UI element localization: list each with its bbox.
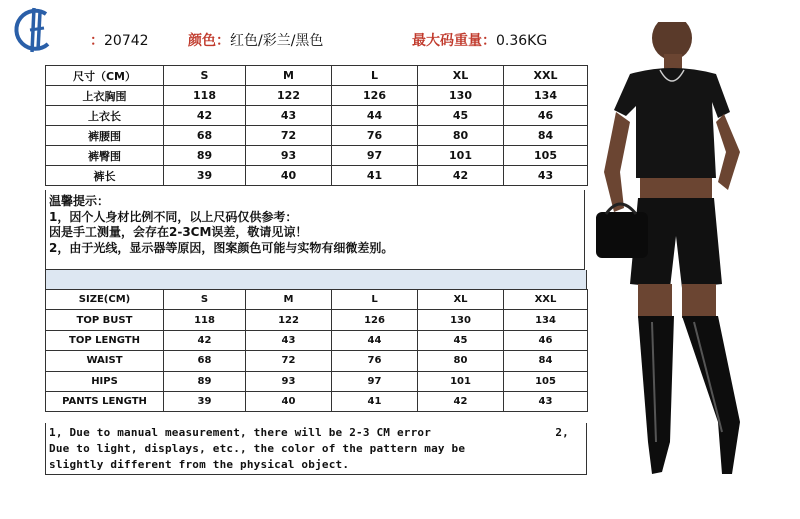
table-cell: 76: [332, 351, 418, 371]
table-cell: 68: [164, 351, 246, 371]
table-cell: 46: [504, 106, 588, 126]
table-cell: 41: [332, 166, 418, 186]
table-cell: 76: [332, 126, 418, 146]
size-table-cn: [45, 65, 588, 186]
note-line: 因是手工测量，会存在2-3CM误差，敬请见谅！: [49, 225, 308, 239]
table-cell: 41: [332, 391, 418, 411]
table-cell: 80: [418, 126, 504, 146]
table-row: [46, 126, 588, 146]
table-cell: 134: [504, 86, 588, 106]
table-row: [46, 391, 588, 411]
note-line: 1，因个人身材比例不同，以上尺码仅供参考：: [49, 209, 298, 224]
table-cell: 43: [504, 391, 588, 411]
table-cell: 89: [164, 146, 246, 166]
table-header-row: [46, 66, 588, 86]
size-table-en: [45, 289, 588, 412]
table-cell: 126: [332, 86, 418, 106]
table-cell: 45: [418, 330, 504, 350]
table-cell: 40: [246, 391, 332, 411]
table-cell: XL: [418, 66, 504, 86]
table-cell: 97: [332, 371, 418, 391]
table-cell: TOP LENGTH: [46, 330, 164, 350]
table-row: [46, 146, 588, 166]
note-number: 2,: [555, 426, 569, 439]
table-cell: 105: [504, 371, 588, 391]
table-cell: 上衣胸围: [46, 86, 164, 106]
table-cell: 84: [504, 126, 588, 146]
model-photo: [590, 22, 800, 492]
table-cell: 101: [418, 146, 504, 166]
table-cell: 42: [164, 106, 246, 126]
section-divider: [45, 270, 587, 289]
table-cell: WAIST: [46, 351, 164, 371]
table-cell: L: [332, 290, 418, 310]
table-cell: 97: [332, 146, 418, 166]
table-cell: 42: [418, 391, 504, 411]
table-cell: 118: [164, 310, 246, 330]
table-cell: XXL: [504, 290, 588, 310]
table-cell: 43: [246, 330, 332, 350]
table-row: [46, 351, 588, 371]
table-cell: 89: [164, 371, 246, 391]
table-cell: 裤臀围: [46, 146, 164, 166]
table-cell: 44: [332, 106, 418, 126]
table-cell: 101: [418, 371, 504, 391]
table-cell: 上衣长: [46, 106, 164, 126]
product-colors: 颜色：红色/彩兰/黑色: [188, 33, 324, 49]
product-code: ：20742: [90, 33, 149, 49]
table-cell: 93: [246, 146, 332, 166]
table-cell: 40: [246, 166, 332, 186]
note-line: slightly different from the physical object.: [49, 458, 350, 471]
table-cell: SIZE(CM): [46, 290, 164, 310]
table-cell: 126: [332, 310, 418, 330]
table-cell: L: [332, 66, 418, 86]
table-cell: 裤长: [46, 166, 164, 186]
table-cell: XXL: [504, 66, 588, 86]
table-row: [46, 310, 588, 330]
table-cell: 122: [246, 310, 332, 330]
table-header-row: [46, 290, 588, 310]
table-cell: HIPS: [46, 371, 164, 391]
table-cell: 44: [332, 330, 418, 350]
table-cell: PANTS LENGTH: [46, 391, 164, 411]
note-line: 2，由于光线，显示器等原因，图案颜色可能与实物有细微差别。: [49, 240, 394, 255]
table-cell: 72: [246, 126, 332, 146]
table-row: [46, 330, 588, 350]
brand-logo: [8, 4, 60, 56]
table-cell: 42: [164, 330, 246, 350]
table-cell: 68: [164, 126, 246, 146]
table-cell: S: [164, 66, 246, 86]
table-cell: 130: [418, 86, 504, 106]
table-cell: M: [246, 66, 332, 86]
table-row: [46, 166, 588, 186]
max-size-weight: 最大码重量：0.36KG: [412, 33, 548, 49]
notes-cn: [45, 190, 585, 270]
table-cell: 43: [504, 166, 588, 186]
table-row: [46, 371, 588, 391]
table-cell: 尺寸（CM）: [46, 66, 164, 86]
table-cell: 130: [418, 310, 504, 330]
table-cell: 80: [418, 351, 504, 371]
table-cell: 134: [504, 310, 588, 330]
table-cell: XL: [418, 290, 504, 310]
table-cell: 93: [246, 371, 332, 391]
notes-title: 温馨提示：: [49, 194, 110, 208]
table-row: [46, 106, 588, 126]
table-cell: S: [164, 290, 246, 310]
table-cell: 118: [164, 86, 246, 106]
table-cell: 122: [246, 86, 332, 106]
note-line: Due to light, displays, etc., the color of the pattern may be: [49, 442, 466, 455]
table-cell: M: [246, 290, 332, 310]
table-cell: 45: [418, 106, 504, 126]
table-cell: 39: [164, 391, 246, 411]
notes-en: [45, 423, 587, 475]
table-cell: 72: [246, 351, 332, 371]
table-cell: 43: [246, 106, 332, 126]
table-cell: 46: [504, 330, 588, 350]
table-cell: TOP BUST: [46, 310, 164, 330]
table-cell: 39: [164, 166, 246, 186]
note-line: [49, 425, 583, 441]
table-row: [46, 86, 588, 106]
table-cell: 裤腰围: [46, 126, 164, 146]
note-text: 1, Due to manual measurement, there will be 2-3 CM error: [49, 426, 432, 439]
table-cell: 84: [504, 351, 588, 371]
table-cell: 105: [504, 146, 588, 166]
table-cell: 42: [418, 166, 504, 186]
